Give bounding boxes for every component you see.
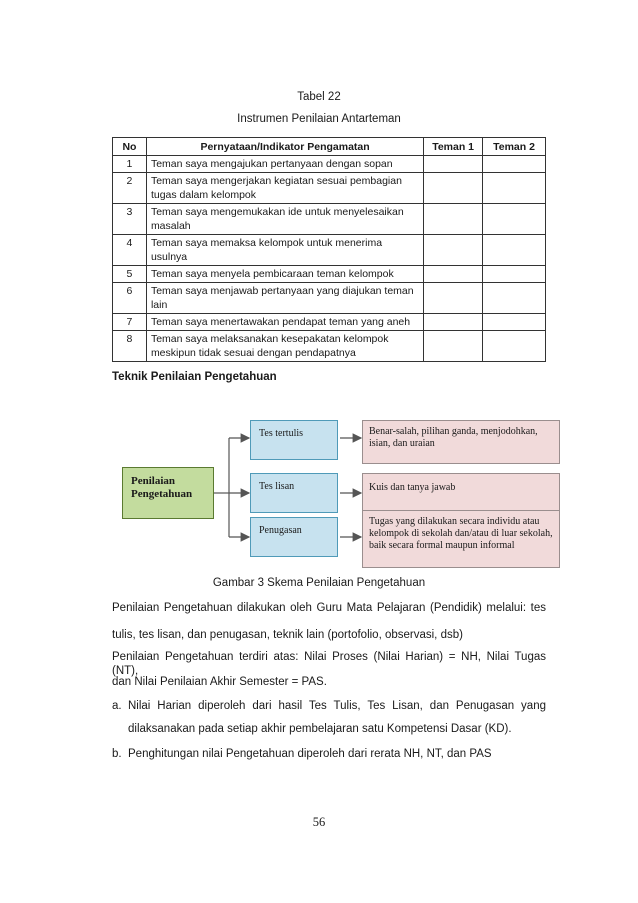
row-teman-2-cell (483, 283, 546, 314)
row-no: 6 (113, 283, 147, 314)
table-number: Tabel 22 (297, 91, 341, 103)
table-title: Instrumen Penilaian Antarteman (237, 113, 401, 125)
paragraph-1-line-1: Penilaian Pengetahuan dilakukan oleh Guru Mata Pelajaran (Pendidik) melalui: tes (112, 602, 546, 614)
header-statement: Pernyataan/Indikator Pengamatan (146, 138, 423, 156)
table-row (113, 283, 546, 314)
detail-tes-lisan: Kuis dan tanya jawab (362, 473, 560, 513)
row-teman-1-cell (424, 266, 483, 283)
list-item-label: a. (112, 700, 122, 712)
table-row (113, 204, 546, 235)
header-teman-1: Teman 1 (424, 138, 483, 156)
row-teman-2-cell (483, 235, 546, 266)
row-teman-2-cell (483, 314, 546, 331)
row-teman-1-cell (424, 204, 483, 235)
row-statement: Teman saya mengerjakan kegiatan sesuai pembagian tugas dalam kelompok (146, 173, 423, 204)
root-node: Penilaian Pengetahuan (122, 467, 214, 519)
row-statement: Teman saya menjawab pertanyaan yang diajukan teman lain (146, 283, 423, 314)
row-no: 4 (113, 235, 147, 266)
row-teman-2-cell (483, 156, 546, 173)
row-teman-2-cell (483, 266, 546, 283)
figure-caption: Gambar 3 Skema Penilaian Pengetahuan (212, 577, 426, 589)
list-item-continuation: dilaksanakan pada setiap akhir pembelajaran satu Kompetensi Dasar (KD). (128, 723, 512, 735)
table-row (113, 266, 546, 283)
row-statement: Teman saya menertawakan pendapat teman yang aneh (146, 314, 423, 331)
header-teman-2: Teman 2 (483, 138, 546, 156)
list-item-text: Penghitungan nilai Pengetahuan diperoleh dari rerata NH, NT, dan PAS (128, 748, 492, 760)
row-teman-2-cell (483, 173, 546, 204)
knowledge-assessment-diagram (122, 402, 564, 570)
row-no: 1 (113, 156, 147, 173)
list-item-label: b. (112, 748, 122, 760)
paragraph-1-line-2: tulis, tes lisan, dan penugasan, teknik lain (portofolio, observasi, dsb) (112, 629, 463, 641)
table-row (113, 235, 546, 266)
table-header-row (113, 138, 546, 156)
paragraph-2-line-1: Penilaian Pengetahuan terdiri atas: Nilai Proses (Nilai Harian) = NH, Nilai Tugas (NT), (112, 651, 546, 677)
row-teman-1-cell (424, 314, 483, 331)
header-no: No (113, 138, 147, 156)
row-teman-2-cell (483, 331, 546, 362)
row-no: 7 (113, 314, 147, 331)
row-no: 3 (113, 204, 147, 235)
row-teman-1-cell (424, 331, 483, 362)
row-teman-1-cell (424, 235, 483, 266)
row-teman-1-cell (424, 156, 483, 173)
row-teman-1-cell (424, 283, 483, 314)
row-teman-2-cell (483, 204, 546, 235)
row-teman-1-cell (424, 173, 483, 204)
branch-penugasan: Penugasan (250, 517, 338, 557)
row-statement: Teman saya melaksanakan kesepakatan kelompok meskipun tidak sesuai dengan pendapatnya (146, 331, 423, 362)
paragraph-2-line-2: dan Nilai Penilaian Akhir Semester = PAS. (112, 676, 327, 688)
branch-tes-lisan: Tes lisan (250, 473, 338, 513)
table-row (113, 156, 546, 173)
row-statement: Teman saya menyela pembicaraan teman kelompok (146, 266, 423, 283)
row-statement: Teman saya memaksa kelompok untuk menerima usulnya (146, 235, 423, 266)
row-statement: Teman saya mengemukakan ide untuk menyelesaikan masalah (146, 204, 423, 235)
branch-tes-tertulis: Tes tertulis (250, 420, 338, 460)
section-heading: Teknik Penilaian Pengetahuan (112, 371, 277, 383)
page-number: 56 (312, 815, 326, 829)
table-row (113, 331, 546, 362)
row-no: 2 (113, 173, 147, 204)
row-no: 5 (113, 266, 147, 283)
list-item-text: Nilai Harian diperoleh dari hasil Tes Tulis, Tes Lisan, dan Penugasan yang (128, 700, 546, 712)
table-row (113, 314, 546, 331)
peer-assessment-table (112, 137, 546, 362)
table-row (113, 173, 546, 204)
row-no: 8 (113, 331, 147, 362)
detail-penugasan: Tugas yang dilakukan secara individu atau kelompok di sekolah dan/atau di luar sekolah, baik secara formal maupun informal (362, 510, 560, 568)
row-statement: Teman saya mengajukan pertanyaan dengan sopan (146, 156, 423, 173)
detail-tes-tertulis: Benar-salah, pilihan ganda, menjodohkan, isian, dan uraian (362, 420, 560, 464)
